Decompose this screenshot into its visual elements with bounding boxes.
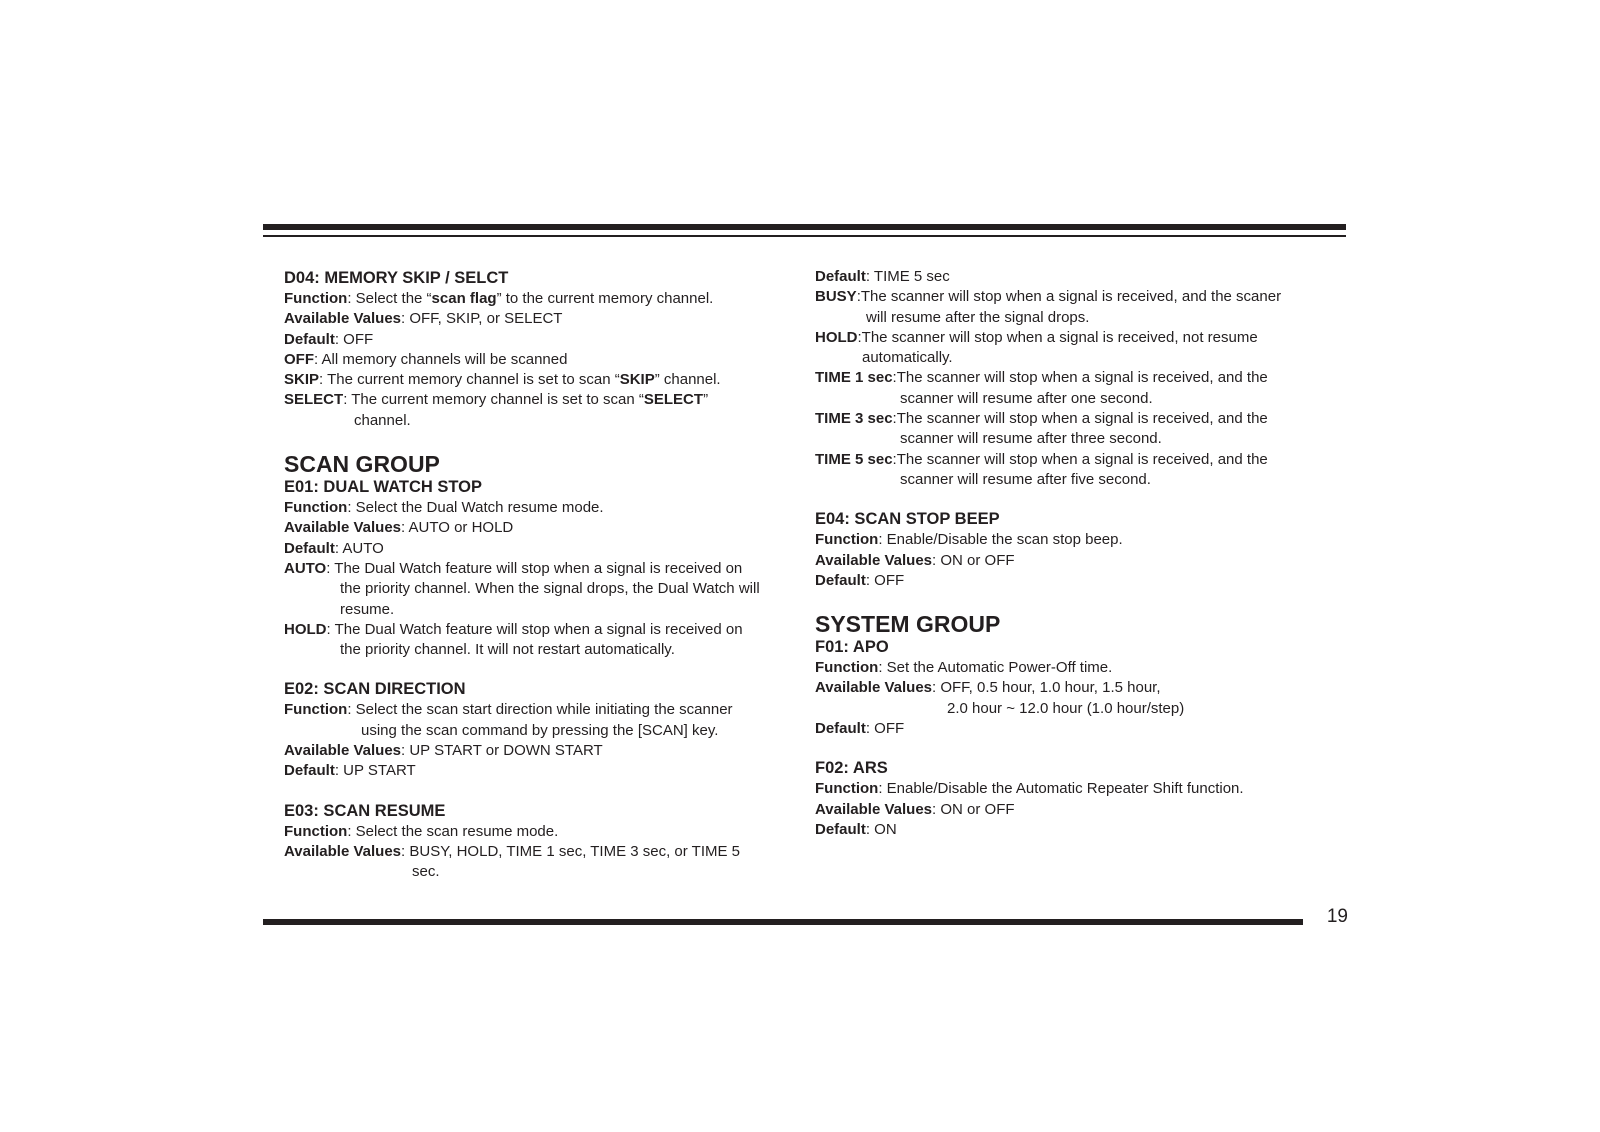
- section-e03-continued: [815, 267, 1335, 490]
- time3-line-cont: scanner will resume after three second.: [900, 430, 1162, 448]
- default-line: Default: UP START: [284, 762, 416, 780]
- section-e04: [815, 509, 1335, 591]
- function-line: Function: Enable/Disable the scan stop beep.: [815, 531, 1123, 549]
- group-heading-scan: SCAN GROUP: [284, 451, 440, 478]
- hold-line-cont: the priority channel. It will not restart automatically.: [340, 641, 675, 659]
- default-line: Default: OFF: [284, 330, 374, 348]
- available-values-line-cont: sec.: [412, 863, 440, 881]
- skip-line: SKIP: The current memory channel is set to scan “SKIP” channel.: [284, 371, 721, 389]
- busy-line: BUSY:The scanner will stop when a signal is received, and the scaner: [815, 288, 1282, 306]
- select-line: SELECT: The current memory channel is set to scan “SELECT”: [284, 391, 709, 409]
- section-d04: [284, 268, 784, 431]
- function-line: Function: Select the “scan flag” to the current memory channel.: [284, 290, 714, 307]
- section-e02: [284, 679, 784, 781]
- function-line: Function: Select the Dual Watch resume mode.: [284, 499, 604, 517]
- available-values-line: Available Values: ON or OFF: [815, 800, 1015, 818]
- function-line: Function: Select the scan resume mode.: [284, 822, 559, 840]
- default-line: Default: TIME 5 sec: [815, 268, 950, 285]
- footer-rule: [263, 919, 1303, 925]
- hold-line: HOLD: The Dual Watch feature will stop when a signal is received on: [284, 620, 743, 638]
- available-values-line: Available Values: OFF, 0.5 hour, 1.0 hour, 1.5 hour,: [815, 679, 1161, 697]
- function-line-cont: using the scan command by pressing the [SCAN] key.: [361, 721, 719, 739]
- section-f02: [815, 758, 1335, 840]
- section-title: F02: ARS: [815, 759, 888, 778]
- right-column: [815, 267, 1335, 840]
- available-values-line: Available Values: BUSY, HOLD, TIME 1 sec, TIME 3 sec, or TIME 5: [284, 842, 741, 860]
- off-line: OFF: All memory channels will be scanned: [284, 350, 568, 368]
- section-e03: [284, 801, 784, 883]
- time5-line: TIME 5 sec:The scanner will stop when a signal is received, and the: [815, 450, 1268, 468]
- section-e01: [284, 477, 784, 660]
- hold-line: HOLD:The scanner will stop when a signal is received, not resume: [815, 328, 1258, 346]
- hold-line-cont: automatically.: [862, 349, 953, 367]
- available-values-line: Available Values: OFF, SKIP, or SELECT: [284, 310, 563, 328]
- available-values-line: Available Values: UP START or DOWN START: [284, 742, 603, 760]
- time5-line-cont: scanner will resume after five second.: [900, 470, 1151, 488]
- header-rule-thick: [263, 224, 1346, 230]
- select-line-cont: channel.: [354, 411, 411, 429]
- function-line: Function: Select the scan start direction while initiating the scanner: [284, 701, 733, 719]
- busy-line-cont: will resume after the signal drops.: [866, 308, 1090, 326]
- section-title: D04: MEMORY SKIP / SELCT: [284, 269, 509, 287]
- section-title: E04: SCAN STOP BEEP: [815, 510, 1000, 529]
- section-f01: [815, 637, 1335, 739]
- auto-line: AUTO: The Dual Watch feature will stop when a signal is received on: [284, 559, 743, 577]
- time1-line-cont: scanner will resume after one second.: [900, 389, 1153, 407]
- section-title: E01: DUAL WATCH STOP: [284, 478, 483, 497]
- left-column: [284, 268, 784, 883]
- header-rule-thin: [263, 235, 1346, 237]
- default-line: Default: OFF: [815, 720, 905, 738]
- time1-line: TIME 1 sec:The scanner will stop when a signal is received, and the: [815, 369, 1268, 387]
- available-values-line: Available Values: ON or OFF: [815, 551, 1015, 569]
- time3-line: TIME 3 sec:The scanner will stop when a signal is received, and the: [815, 410, 1268, 428]
- function-line: Function: Set the Automatic Power-Off time.: [815, 659, 1113, 677]
- available-values-line-cont: 2.0 hour ~ 12.0 hour (1.0 hour/step): [947, 699, 1185, 717]
- page-number: 19: [1326, 906, 1348, 927]
- available-values-line: Available Values: AUTO or HOLD: [284, 519, 514, 537]
- section-title: E02: SCAN DIRECTION: [284, 680, 466, 699]
- auto-line-cont: the priority channel. When the signal drops, the Dual Watch will: [340, 580, 760, 598]
- default-line: Default: AUTO: [284, 539, 384, 557]
- function-line: Function: Enable/Disable the Automatic Repeater Shift function.: [815, 780, 1244, 798]
- default-line: Default: ON: [815, 820, 897, 838]
- default-line: Default: OFF: [815, 571, 905, 589]
- section-title: F01: APO: [815, 638, 889, 657]
- group-heading-system: SYSTEM GROUP: [815, 611, 1001, 638]
- auto-line-cont: resume.: [340, 600, 395, 618]
- section-title: E03: SCAN RESUME: [284, 801, 446, 820]
